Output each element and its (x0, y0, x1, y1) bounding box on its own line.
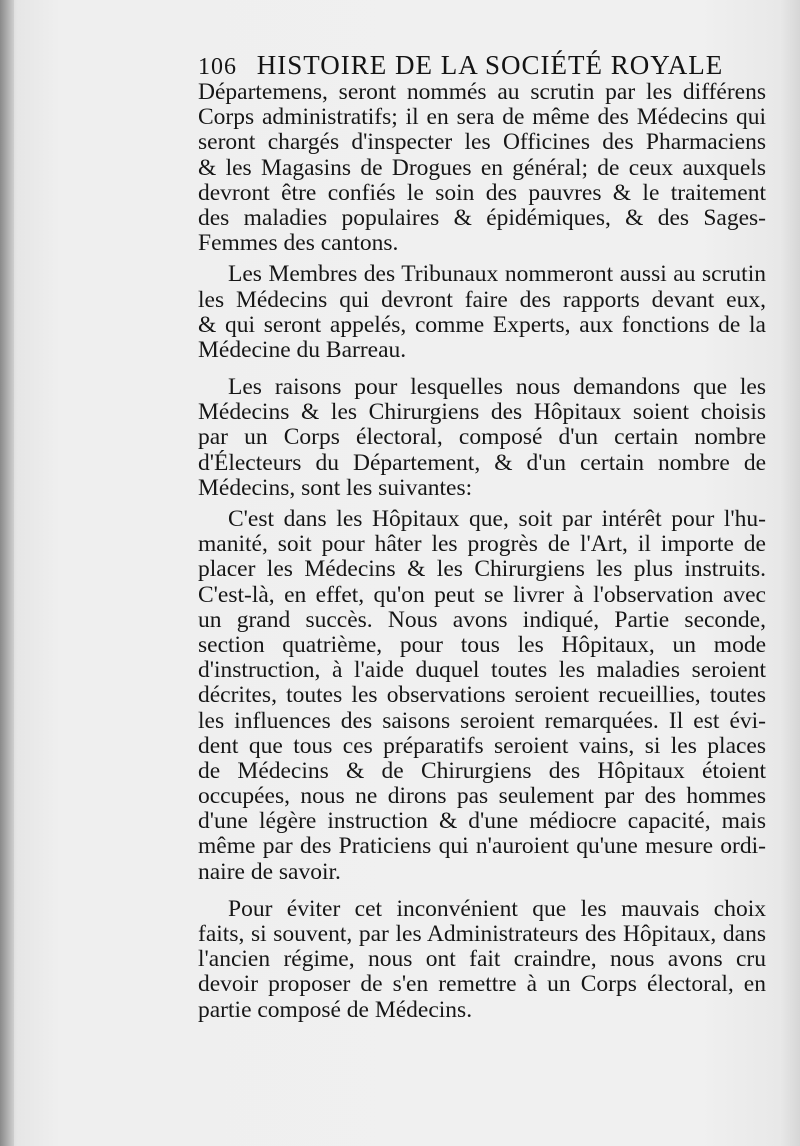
text-line: de Médecins & de Chirurgiens des Hôpitaux étoient (198, 757, 766, 784)
text-line: d'une légère instruction & d'une médiocre capacité, mais (198, 808, 766, 835)
text-line: partie composé de Médecins. (198, 996, 473, 1023)
text-line: dent que tous ces préparatifs seroient vains, si les places (198, 732, 766, 759)
text-line: C'est dans les Hôpitaux que, soit par intérêt pour l'hu- (228, 506, 766, 532)
text-line: placer les Médecins & les Chirurgiens les plus instruits. (198, 556, 766, 583)
text-line: naire de savoir. (198, 858, 341, 885)
text-line: devoir proposer de s'en remettre à un Corps électoral, en (198, 971, 766, 998)
text-line: les influences des saisons seroient remarquées. Il est évi- (198, 707, 766, 734)
text-line: les Médecins qui devront faire des rapports devant eux, (198, 286, 766, 313)
body-text (198, 80, 766, 1023)
text-line: manité, soit pour hâter les progrès de l'Art, il importe de (198, 531, 766, 558)
text-line: devront être confiés le soin des pauvres & le traitement (198, 179, 766, 206)
text-line: Médecine du Barreau. (198, 336, 407, 363)
text-line: seront chargés d'inspecter les Officines des Pharmaciens (198, 129, 766, 156)
text-line: Pour éviter cet inconvénient que les mauvais choix (228, 895, 766, 922)
text-line: Femmes des cantons. (198, 230, 399, 257)
text-line: & qui seront appelés, comme Experts, aux fonctions de la (198, 311, 766, 338)
text-line: même par des Praticiens qui n'auroient qu'une mesure ordi- (198, 833, 766, 860)
text-line: l'ancien régime, nous ont fait craindre, nous avons cru (198, 946, 766, 973)
text-line: un grand succès. Nous avons indiqué, Partie seconde, (198, 606, 766, 633)
text-line: Médecins, sont les suivantes: (198, 474, 473, 501)
text-line: Départemens, seront nommés au scrutin par les différens (198, 79, 766, 105)
text-line: Corps administratifs; il en sera de même des Médecins qui (198, 104, 766, 131)
page-spine-shadow (0, 0, 14, 1146)
text-line: faits, si souvent, par les Administrateurs des Hôpitaux, dans (198, 921, 766, 947)
paragraph (198, 507, 766, 885)
text-line: décrites, toutes les observations seroient recueillies, toutes (198, 682, 766, 709)
paragraph (198, 80, 766, 256)
paragraph (198, 262, 766, 363)
running-title: HISTOIRE DE LA SOCIÉTÉ ROYALE (256, 50, 724, 80)
paragraph (198, 375, 766, 501)
text-line: Les Membres des Tribunaux nommeront aussi au scrutin (228, 261, 766, 288)
text-line: & les Magasins de Drogues en général; de ceux auxquels (198, 154, 766, 181)
text-line: des maladies populaires & épidémiques, & des Sages- (198, 204, 766, 231)
text-line: C'est-là, en effet, qu'on peut se livrer à l'observation avec (198, 581, 766, 608)
text-line: d'instruction, à l'aide duquel toutes les maladies seroient (198, 657, 766, 684)
text-line: d'Électeurs du Département, & d'un certain nombre de (198, 449, 766, 476)
page-number: 106 (198, 54, 237, 80)
text-line: Les raisons pour lesquelles nous demandons que les (228, 374, 766, 401)
text-line: par un Corps électoral, composé d'un certain nombre (198, 424, 766, 451)
text-line: Médecins & les Chirurgiens des Hôpitaux soient choisis (198, 399, 766, 426)
text-line: section quatrième, pour tous les Hôpitaux, un mode (198, 631, 766, 658)
text-line: occupées, nous ne dirons pas seulement par des hommes (198, 783, 766, 810)
paragraph (198, 897, 766, 1023)
